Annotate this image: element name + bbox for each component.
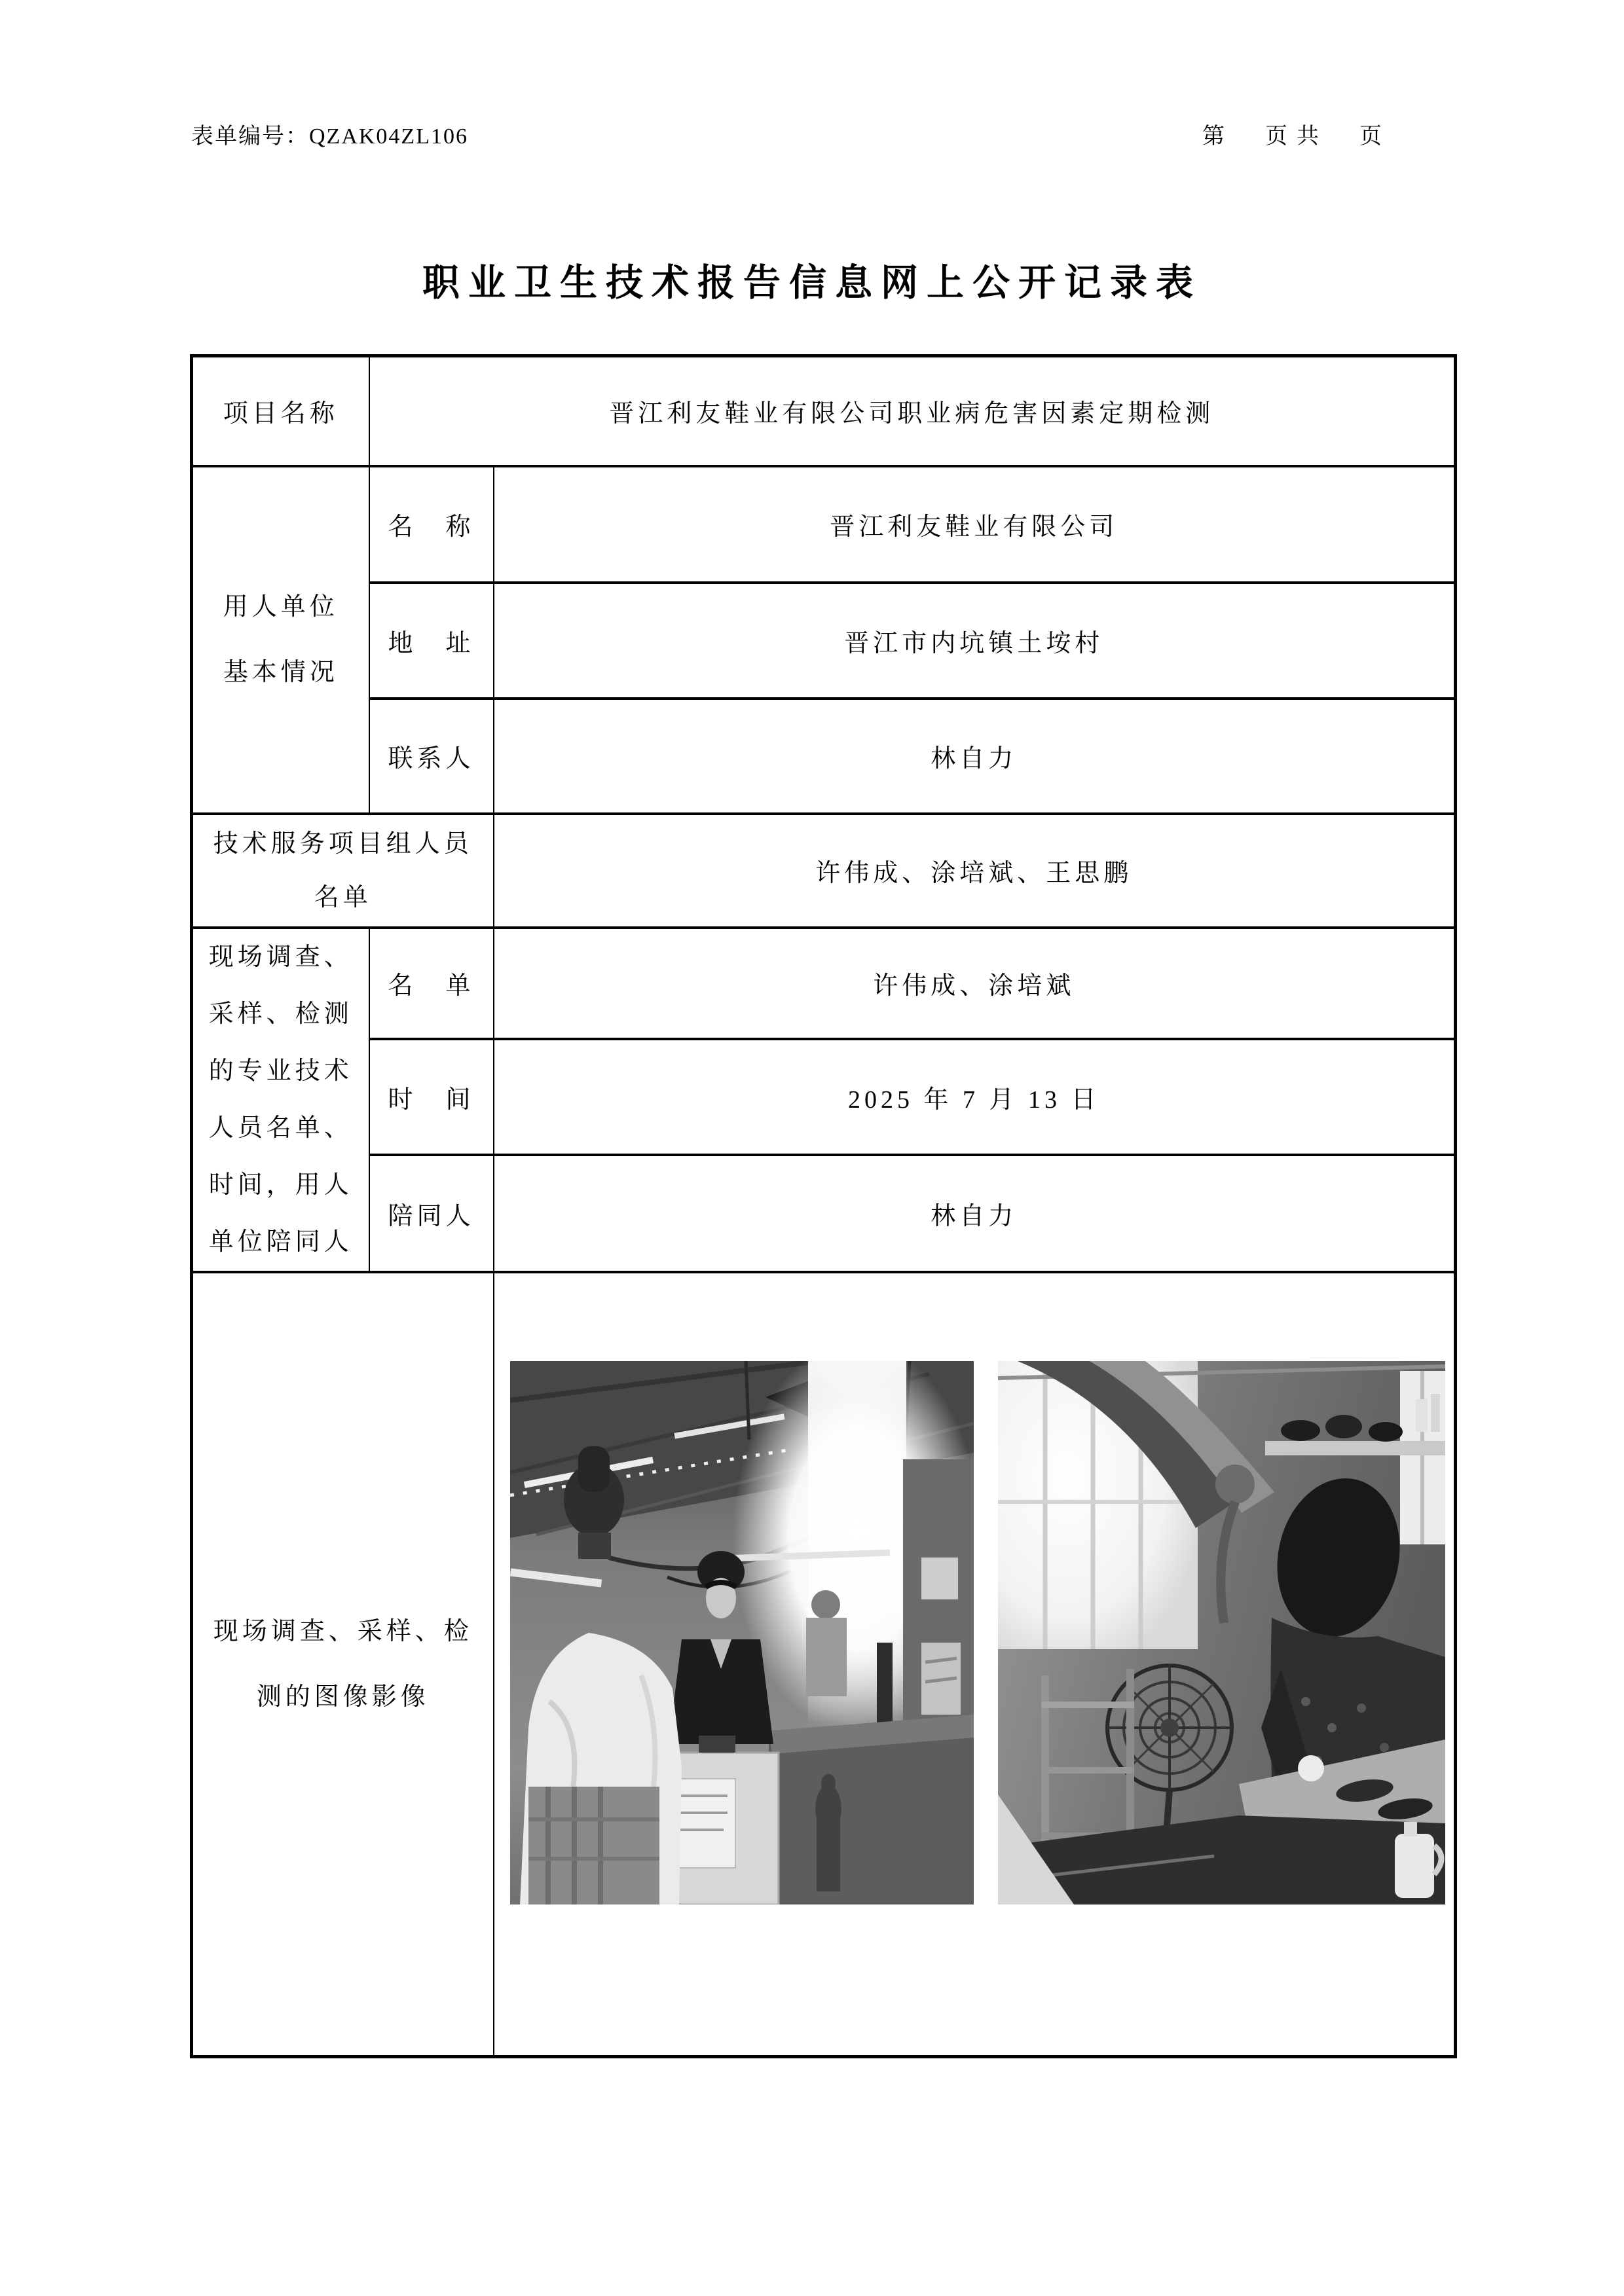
images-row-label xyxy=(192,1272,494,2057)
table-row xyxy=(192,356,1456,466)
team-label xyxy=(192,814,494,928)
images-label-line: 现场调查、采样、检 xyxy=(213,1617,473,1645)
fieldwork-escort-value: 林自力 xyxy=(494,1155,1456,1271)
employer-group-label xyxy=(192,466,369,814)
team-value: 许伟成、涂培斌、王思鹏 xyxy=(494,814,1456,928)
employer-name-label: 名 称 xyxy=(369,466,494,583)
fieldwork-group-line: 采样、检测 xyxy=(208,1000,353,1028)
images-label-line: 测的图像影像 xyxy=(256,1683,430,1711)
project-name-value: 晋江利友鞋业有限公司职业病危害因素定期检测 xyxy=(369,356,1456,466)
employer-address-value: 晋江市内坑镇土垵村 xyxy=(494,583,1456,699)
fieldwork-group-line: 时间，用人 xyxy=(208,1171,353,1199)
table-row xyxy=(192,466,1456,583)
page-number: 第 页共 页 xyxy=(1202,124,1391,149)
team-label-line: 技术服务项目组人员 xyxy=(213,829,473,858)
fieldwork-roster-label: 名 单 xyxy=(369,928,494,1040)
employer-contact-label: 联系人 xyxy=(369,699,494,814)
fieldwork-roster-value: 许伟成、涂培斌 xyxy=(494,928,1456,1040)
fieldwork-time-value: 2025 年 7 月 13 日 xyxy=(494,1039,1456,1155)
fieldwork-group-label xyxy=(192,928,369,1272)
table-row xyxy=(192,1155,1456,1271)
fieldwork-escort-label: 陪同人 xyxy=(369,1155,494,1271)
employer-group-line: 基本情况 xyxy=(223,659,339,686)
fieldwork-time-label: 时 间 xyxy=(369,1039,494,1155)
project-name-label: 项目名称 xyxy=(192,356,369,466)
table-row xyxy=(192,1272,1456,2057)
form-number: 表单编号：QZAK04ZL106 xyxy=(191,124,468,149)
fieldwork-group-line: 的专业技术 xyxy=(208,1057,353,1085)
table-row xyxy=(192,814,1456,928)
site-photo-right xyxy=(998,1361,1445,1904)
employer-name-value: 晋江利友鞋业有限公司 xyxy=(494,466,1456,583)
employer-group-line: 用人单位 xyxy=(223,593,339,621)
fieldwork-group-line: 单位陪同人 xyxy=(208,1228,353,1256)
table-row xyxy=(192,699,1456,814)
record-table xyxy=(190,354,1457,2058)
fieldwork-group-line: 人员名单、 xyxy=(208,1114,353,1142)
fieldwork-group-line: 现场调查、 xyxy=(208,943,353,971)
employer-contact-value: 林自力 xyxy=(494,699,1456,814)
team-label-line: 名单 xyxy=(314,883,372,911)
site-photo-left xyxy=(510,1361,974,1904)
table-row xyxy=(192,1039,1456,1155)
employer-address-label: 地 址 xyxy=(369,583,494,699)
images-cell xyxy=(494,1272,1456,2057)
table-row xyxy=(192,928,1456,1040)
page-title: 职业卫生技术报告信息网上公开记录表 xyxy=(422,263,1202,304)
table-row xyxy=(192,583,1456,699)
